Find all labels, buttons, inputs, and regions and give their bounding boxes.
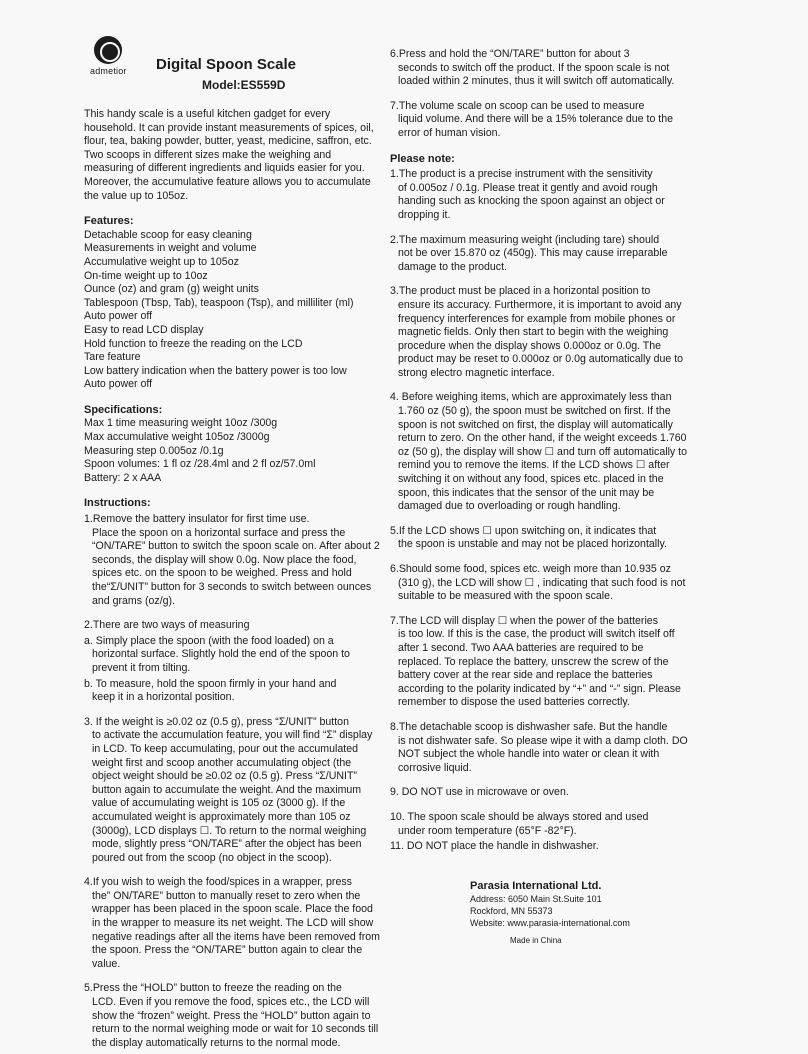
brand-logo-icon xyxy=(94,36,122,64)
instruction-item xyxy=(84,716,382,866)
feature-item: Tare feature xyxy=(84,351,141,364)
note-item xyxy=(390,563,688,604)
feature-item: Measurements in weight and volume xyxy=(84,242,257,255)
instructions-list-left xyxy=(84,513,382,1050)
note-item-text: not be over 15.870 oz (450g). This may cause irreparable damage to the product. xyxy=(398,247,668,273)
specification-item: Max accumulative weight 105oz /3000g xyxy=(84,431,270,444)
note-item xyxy=(390,525,688,552)
note-item-first-line: 3.The product must be placed in a horizontal position to xyxy=(390,285,651,298)
note-item-text: of 0.005oz / 0.1g. Please treat it gently and avoid rough handing such as knocking the spoon against an object or dropping it. xyxy=(398,181,665,221)
specifications-heading: Specifications: xyxy=(84,403,163,416)
specification-item: Measuring step 0.005oz /0.1g xyxy=(84,444,224,457)
note-item xyxy=(390,234,688,275)
specification-item: Spoon volumes: 1 fl oz /28.4ml and 2 fl oz/57.0ml xyxy=(84,458,316,471)
company-block xyxy=(470,880,688,947)
note-item xyxy=(390,168,688,222)
feature-item: Detachable scoop for easy cleaning xyxy=(84,228,252,241)
note-item xyxy=(390,615,688,710)
brand-name: admetior xyxy=(90,66,127,76)
feature-item: Hold function to freeze the reading on the LCD xyxy=(84,337,303,350)
instruction-item-first-line: 2.There are two ways of measuring xyxy=(84,619,250,632)
note-item-first-line: 8.The detachable scoop is dishwasher safe. But the handle xyxy=(390,720,668,733)
instructions-heading: Instructions: xyxy=(84,497,151,510)
right-column xyxy=(390,48,688,947)
company-address: Address: 6050 Main St.Suite 101 xyxy=(470,893,602,904)
note-item-first-line: 11. DO NOT place the handle in dishwasher. xyxy=(390,840,599,853)
note-item-first-line: 10. The spoon scale should be always stored and used xyxy=(390,810,649,823)
note-item xyxy=(390,721,688,775)
note-item-text: ensure its accuracy. Furthermore, it is important to avoid any frequency interferences for example from mobile phones or magnetic fields. Only then start to begin with the weighing procedure when the display shows 0.000oz or 0.0g. The product may be reset to 0.000oz or 0.0g automatically due to strong electro magnetic interface. xyxy=(398,298,684,379)
page-title: Digital Spoon Scale xyxy=(156,56,297,73)
note-item-text: is not dishwater safe. So please wipe it with a damp cloth. DO NOT subject the whole handle into water or clean it with corrosive liquid. xyxy=(398,734,688,774)
model-number: Model:ES559D xyxy=(202,78,286,92)
instruction-item-first-line: 7.The volume scale on scoop can be used to measure xyxy=(390,99,645,112)
instruction-item xyxy=(390,48,688,89)
feature-item: Auto power off xyxy=(84,310,153,323)
feature-item: On-time weight up to 10oz xyxy=(84,269,208,282)
instruction-item-text: horizontal surface. Slightly hold the end of the spoon to prevent it from tilting. xyxy=(92,648,350,674)
specification-item: Battery: 2 x AAA xyxy=(84,471,162,484)
instruction-item-first-line: 1.Remove the battery insulator for first time use. xyxy=(84,513,310,526)
instruction-item xyxy=(84,619,382,633)
instruction-item xyxy=(84,982,382,1050)
feature-item: Ounce (oz) and gram (g) weight units xyxy=(84,283,259,296)
company-name: Parasia International Ltd. xyxy=(470,879,602,892)
instruction-item-first-line: 3. If the weight is ≥0.02 oz (0.5 g), press “Σ/UNIT” button xyxy=(84,715,349,728)
instruction-item xyxy=(84,876,382,971)
specifications-list xyxy=(84,417,382,485)
feature-item: Low battery indication when the battery power is too low xyxy=(84,364,347,377)
company-website: Website: www.parasia-international.com xyxy=(470,917,630,928)
instruction-item xyxy=(390,100,688,141)
note-item-first-line: 9. DO NOT use in microwave or oven. xyxy=(390,786,569,799)
features-heading: Features: xyxy=(84,215,134,228)
instruction-item-text: to activate the accumulation feature, you will find “Σ” display in LCD. To keep accumulating, pour out the accumulated weight first and scoop another accumulating object (the object weight should be ≥0.02 oz (0.5 g). Press “Σ/UNIT” button again to accumulate the weight. And the maximum value of accumulating weight is 105 oz (3000 g). If the accumulated weight is approximately more than 105 oz (3000g), LCD displays ☐. To return to the normal weighing mode, slightly press “ON/TARE” after the object has been poured out from the scoop (no object in the scoop). xyxy=(92,729,373,864)
instruction-item-first-line: 6.Press and hold the “ON/TARE” button for about 3 xyxy=(390,48,630,60)
specification-item: Max 1 time measuring weight 10oz /300g xyxy=(84,417,278,430)
note-list xyxy=(390,168,688,854)
header xyxy=(84,36,382,98)
note-item xyxy=(390,840,688,854)
note-item-first-line: 1.The product is a precise instrument with the sensitivity xyxy=(390,168,653,181)
note-item-first-line: 7.The LCD will display ☐ when the power of the batteries xyxy=(390,614,658,627)
made-in: Made in China xyxy=(510,935,562,945)
note-item-text: is too low. If this is the case, the product will switch itself off after 1 second. Two AAA batteries are required to be replaced. To replace the battery, unscrew the screw of the battery cover at the rear side and replace the batteries according to the polarity indicated by “+” and “-” sign. Please remember to dispose the used batteries correctly. xyxy=(398,628,681,709)
instruction-item-text: the” ON/TARE” button to manually reset to zero when the wrapper has been placed in the spoon scale. Place the food in the wrapper to measure its net weight. The LCD will show negative readings after all the items have been removed from the spoon. Press the “ON/TARE” button again to clear the value. xyxy=(92,889,380,970)
note-item-first-line: 6.Should some food, spices etc. weigh more than 10.935 oz xyxy=(390,563,671,575)
note-item xyxy=(390,285,688,380)
instruction-item-first-line: a. Simply place the spoon (with the food loaded) on a xyxy=(84,634,334,647)
feature-item: Accumulative weight up to 105oz xyxy=(84,255,239,268)
instruction-item xyxy=(84,635,382,676)
features-list xyxy=(84,229,382,392)
instruction-item xyxy=(84,513,382,608)
note-item xyxy=(390,786,688,800)
intro-paragraph: This handy scale is a useful kitchen gadget for every household. It can provide instant measurements of spices, oil, flour, tea, baking powder, butter, yeast, medicine, saffron, etc. Two scoops in different sizes make the weighing and measuring of different ingredients and liquids easier for you. Moreover, the accumulative feature allows you to accumulate the value up to 105oz. xyxy=(84,108,374,202)
instruction-item-text: seconds to switch off the product. If the spoon scale is not loaded within 2 minutes, thus it will switch off automatically. xyxy=(398,61,675,88)
instruction-item-text: keep it in a horizontal position. xyxy=(92,691,235,704)
brand-logo xyxy=(90,36,126,76)
instruction-item-first-line: 5.Press the “HOLD” button to freeze the reading on the xyxy=(84,982,342,995)
instruction-item-text: liquid volume. And there will be a 15% tolerance due to the error of human vision. xyxy=(398,113,674,139)
left-column xyxy=(84,36,382,1050)
note-item-text: (310 g), the LCD will show ☐ , indicating that such food is not suitable to be measured with the spoon scale. xyxy=(398,576,686,603)
feature-item: Tablespoon (Tbsp, Tab), teaspoon (Tsp), and milliliter (ml) xyxy=(84,296,354,309)
instruction-item-first-line: b. To measure, hold the spoon firmly in your hand and xyxy=(84,677,337,690)
feature-item: Auto power off xyxy=(84,378,153,391)
note-item-first-line: 5.If the LCD shows ☐ upon switching on, it indicates that xyxy=(390,524,657,537)
note-item-first-line: 2.The maximum measuring weight (including tare) should xyxy=(390,233,660,246)
company-city: Rockford, MN 55373 xyxy=(470,905,553,916)
instruction-item-text: LCD. Even if you remove the food, spices etc., the LCD will show the “frozen” weight. Press the “HOLD” button again to return to the normal weighing mode or wait for 10 seconds till the display automatically returns to the normal mode. xyxy=(92,996,379,1049)
note-item-first-line: 4. Before weighing items, which are approximately less than xyxy=(390,391,672,404)
note-item-text: under room temperature (65°F -82°F). xyxy=(398,824,577,837)
note-heading: Please note: xyxy=(390,152,455,165)
note-item-text: 1.760 oz (50 g), the spoon must be switched on first. If the spoon is not switched on first, the display will automatically return to zero. On the other hand, if the weight exceeds 1.760 oz (50 g), the display will show ☐ and turn off automatically to remind you to remove the items. If the LCD shows ☐ after switching it on without any food, spices etc. placed in the spoon, this indicates that the sensor of the unit may be damaged due to overloading or rough handling. xyxy=(398,405,688,513)
instruction-item-first-line: 4.If you wish to weigh the food/spices in a wrapper, press xyxy=(84,876,352,889)
note-item-text: the spoon is unstable and may not be placed horizontally. xyxy=(398,538,667,551)
instruction-item xyxy=(84,678,382,705)
note-item xyxy=(390,391,688,513)
instructions-list-right xyxy=(390,48,688,141)
feature-item: Easy to read LCD display xyxy=(84,323,204,336)
note-item xyxy=(390,811,688,838)
instruction-item-text: Place the spoon on a horizontal surface and press the “ON/TARE” button to switch the spoon scale on. After about 2 seconds, the display will show 0.0g. Now place the food, spices etc. on the spoon to be weighed. Press and hold the“Σ/UNIT” button for 3 seconds to switch between ounces and grams (oz/g). xyxy=(92,526,380,607)
